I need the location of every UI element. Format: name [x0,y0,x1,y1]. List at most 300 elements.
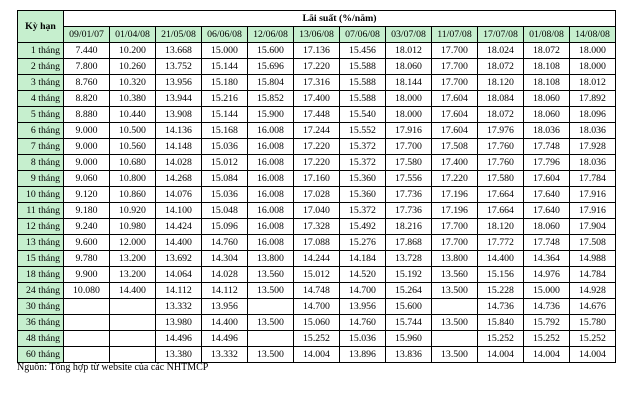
rate-cell [64,315,110,331]
rate-cell: 17.796 [524,155,570,171]
rate-cell: 18.036 [570,155,616,171]
rate-cell: 15.600 [386,299,432,315]
rate-cell: 10.560 [110,139,156,155]
rate-cell: 14.028 [202,267,248,283]
term-cell: 4 tháng [18,91,64,107]
rate-cell: 15.588 [340,59,386,75]
table-row [18,347,616,363]
rate-cell: 13.908 [156,107,202,123]
rate-cell: 17.220 [294,155,340,171]
rate-cell: 15.252 [294,331,340,347]
rate-cell: 13.800 [432,251,478,267]
rate-cell: 15.180 [202,75,248,91]
rate-cell: 10.440 [110,107,156,123]
rate-cell [110,331,156,347]
rate-cell: 17.748 [524,235,570,251]
rate-cell: 15.252 [478,331,524,347]
table-row [18,251,616,267]
rate-cell: 17.196 [432,187,478,203]
rate-cell: 14.748 [294,283,340,299]
date-column-header: 17/07/08 [478,27,524,43]
rate-cell: 18.036 [524,123,570,139]
term-cell: 6 tháng [18,123,64,139]
rate-cell: 14.784 [570,267,616,283]
rate-cell: 18.072 [478,107,524,123]
rate-cell: 15.012 [202,155,248,171]
rate-cell: 17.220 [294,139,340,155]
rate-cell: 9.240 [64,219,110,235]
rate-cell: 14.148 [156,139,202,155]
rate-cell: 15.096 [202,219,248,235]
term-cell: 48 tháng [18,331,64,347]
table-row [18,139,616,155]
rate-cell [110,347,156,363]
term-cell: 13 tháng [18,235,64,251]
rate-cell: 18.060 [524,107,570,123]
rate-cell: 17.580 [478,171,524,187]
rate-cell: 13.200 [110,251,156,267]
date-column-header: 11/07/08 [432,27,478,43]
rate-cell: 15.276 [340,235,386,251]
rate-cell [64,331,110,347]
rate-cell: 15.780 [570,315,616,331]
rate-cell: 14.700 [340,283,386,299]
rate-cell: 14.064 [156,267,202,283]
rate-cell: 18.000 [570,43,616,59]
rate-cell: 14.424 [156,219,202,235]
rate-cell: 17.700 [432,219,478,235]
rate-cell: 15.540 [340,107,386,123]
rate-cell: 17.316 [294,75,340,91]
rate-cell: 7.800 [64,59,110,75]
table-row [18,203,616,219]
rate-cell: 15.168 [202,123,248,139]
table-row [18,59,616,75]
rate-cell: 17.580 [386,155,432,171]
rate-cell: 14.268 [156,171,202,187]
rate-cell: 15.000 [202,43,248,59]
rate-cell: 13.380 [156,347,202,363]
term-cell: 30 tháng [18,299,64,315]
rate-cell: 9.000 [64,155,110,171]
table-body [18,43,616,363]
date-column-header: 01/08/08 [524,27,570,43]
rate-cell: 14.004 [524,347,570,363]
rate-cell: 14.520 [340,267,386,283]
rate-cell [432,331,478,347]
rate-cell: 15.036 [202,187,248,203]
rate-cell: 13.332 [202,347,248,363]
rate-cell: 15.492 [340,219,386,235]
rate-cell: 18.144 [386,75,432,91]
rate-cell: 18.120 [478,219,524,235]
rate-cell: 13.500 [248,315,294,331]
rate-cell: 8.760 [64,75,110,91]
rate-cell: 14.736 [478,299,524,315]
rate-cell: 18.072 [478,59,524,75]
rate-cell: 16.008 [248,139,294,155]
table-row [18,331,616,347]
term-cell: 15 tháng [18,251,64,267]
rate-cell: 18.084 [478,91,524,107]
rate-cell: 13.500 [432,283,478,299]
rate-cell: 14.928 [570,283,616,299]
rate-cell: 15.588 [340,91,386,107]
rate-cell: 14.112 [202,283,248,299]
term-cell: 3 tháng [18,75,64,91]
rate-cell [248,299,294,315]
rate-cell: 17.028 [294,187,340,203]
term-cell: 7 tháng [18,139,64,155]
rate-cell: 15.900 [248,107,294,123]
rate-cell: 13.980 [156,315,202,331]
rate-cell: 15.960 [386,331,432,347]
rate-cell: 17.664 [478,187,524,203]
rate-cell: 16.008 [248,219,294,235]
term-column-header: Kỳ hạn [18,11,64,43]
rate-cell: 13.752 [156,59,202,75]
rate-cell: 17.700 [386,139,432,155]
rate-cell: 13.332 [156,299,202,315]
rate-cell: 13.956 [202,299,248,315]
rate-cell: 15.228 [478,283,524,299]
rate-cell: 13.956 [156,75,202,91]
date-header-row [18,27,616,43]
rate-cell: 14.736 [524,299,570,315]
rate-cell: 15.840 [478,315,524,331]
rate-cell: 14.004 [570,347,616,363]
rate-cell: 13.500 [248,347,294,363]
rate-cell: 14.400 [156,235,202,251]
rate-cell: 13.200 [110,267,156,283]
rate-cell: 15.552 [340,123,386,139]
rate-cell: 10.920 [110,203,156,219]
rate-cell: 15.252 [570,331,616,347]
term-cell: 24 tháng [18,283,64,299]
rate-cell: 18.012 [386,43,432,59]
table-row [18,267,616,283]
rate-cell: 17.508 [570,235,616,251]
rate-cell: 7.440 [64,43,110,59]
term-cell: 1 tháng [18,43,64,59]
table-row [18,91,616,107]
term-cell: 8 tháng [18,155,64,171]
rate-cell: 17.400 [294,91,340,107]
rate-cell: 17.220 [294,59,340,75]
rate-cell: 13.500 [432,315,478,331]
rate-cell: 14.004 [478,347,524,363]
rate-cell: 12.000 [110,235,156,251]
date-column-header: 12/06/08 [248,27,294,43]
rate-cell: 10.680 [110,155,156,171]
rate-cell: 18.060 [386,59,432,75]
rate-cell: 15.588 [340,75,386,91]
table-row [18,219,616,235]
rate-cell: 13.836 [386,347,432,363]
rate-cell: 15.084 [202,171,248,187]
rate-cell: 18.060 [524,91,570,107]
rate-cell: 15.372 [340,155,386,171]
rate-cell: 17.916 [570,203,616,219]
rate-cell: 16.008 [248,235,294,251]
rate-cell: 10.860 [110,187,156,203]
rate-cell: 18.036 [570,123,616,139]
rate-cell [248,331,294,347]
interest-rate-table [17,10,616,363]
rate-cell: 17.244 [294,123,340,139]
rate-cell: 15.144 [202,59,248,75]
rate-cell: 15.372 [340,203,386,219]
rate-cell: 8.880 [64,107,110,123]
rate-cell: 9.120 [64,187,110,203]
rate-cell [110,315,156,331]
term-cell: 10 tháng [18,187,64,203]
rate-cell: 14.304 [202,251,248,267]
rate-cell: 14.700 [294,299,340,315]
rate-cell: 10.200 [110,43,156,59]
rate-cell: 13.500 [432,347,478,363]
rate-cell: 18.108 [524,59,570,75]
rate-cell: 17.040 [294,203,340,219]
rate-cell: 15.216 [202,91,248,107]
rate-cell: 16.008 [248,155,294,171]
rate-cell: 13.500 [248,283,294,299]
table-row [18,171,616,187]
rate-cell: 16.008 [248,171,294,187]
rate-cell: 17.604 [432,91,478,107]
rate-cell: 9.180 [64,203,110,219]
rate-cell: 17.976 [478,123,524,139]
rate-cell: 18.072 [524,43,570,59]
rate-cell: 17.400 [432,155,478,171]
date-column-header: 03/07/08 [386,27,432,43]
rate-cell: 17.760 [478,155,524,171]
rate-cell: 14.244 [294,251,340,267]
date-column-header: 06/06/08 [202,27,248,43]
rate-cell: 10.260 [110,59,156,75]
rate-cell: 9.000 [64,139,110,155]
date-column-header: 07/06/08 [340,27,386,43]
table-row [18,187,616,203]
rate-cell: 9.060 [64,171,110,187]
term-cell: 5 tháng [18,107,64,123]
rate-cell: 14.184 [340,251,386,267]
rate-cell: 15.252 [524,331,570,347]
rate-cell: 9.780 [64,251,110,267]
rate-cell: 9.600 [64,235,110,251]
rate-cell: 17.136 [294,43,340,59]
rate-cell: 14.400 [110,283,156,299]
rate-cell: 8.820 [64,91,110,107]
rate-cell: 15.456 [340,43,386,59]
rate-cell: 15.264 [386,283,432,299]
rate-cell: 15.144 [202,107,248,123]
rate-cell: 18.216 [386,219,432,235]
rate-cell: 18.000 [386,107,432,123]
term-cell: 60 tháng [18,347,64,363]
rate-cell: 15.696 [248,59,294,75]
rate-cell: 17.604 [524,171,570,187]
rate-cell: 14.400 [202,315,248,331]
term-cell: 2 tháng [18,59,64,75]
rate-cell: 14.400 [478,251,524,267]
rate-cell: 15.372 [340,139,386,155]
rate-cell: 15.792 [524,315,570,331]
rate-cell: 10.800 [110,171,156,187]
rate-cell: 17.748 [524,139,570,155]
rate-cell: 15.060 [294,315,340,331]
rate-cell: 15.012 [294,267,340,283]
rate-cell: 17.700 [432,59,478,75]
table-row [18,283,616,299]
rate-cell: 15.192 [386,267,432,283]
rate-cell: 16.008 [248,187,294,203]
rate-cell [64,347,110,363]
term-cell: 12 tháng [18,219,64,235]
rate-cell: 18.096 [570,107,616,123]
term-cell: 36 tháng [18,315,64,331]
rate-cell: 15.804 [248,75,294,91]
rate-cell: 17.604 [432,107,478,123]
rate-cell: 18.120 [478,75,524,91]
term-cell: 18 tháng [18,267,64,283]
rate-cell: 10.980 [110,219,156,235]
rate-cell: 10.080 [64,283,110,299]
rate-cell: 14.760 [202,235,248,251]
rate-cell: 15.600 [248,43,294,59]
rate-cell: 17.160 [294,171,340,187]
rate-cell: 14.976 [524,267,570,283]
date-column-header: 14/08/08 [570,27,616,43]
rate-cell: 14.496 [202,331,248,347]
rate-cell: 13.800 [248,251,294,267]
rate-cell: 17.556 [386,171,432,187]
rate-cell: 17.508 [432,139,478,155]
rate-cell: 17.904 [570,219,616,235]
rate-cell: 14.496 [156,331,202,347]
rate-cell: 14.028 [156,155,202,171]
rate-cell: 15.360 [340,187,386,203]
rate-cell: 17.784 [570,171,616,187]
rate-cell: 15.852 [248,91,294,107]
table-row [18,155,616,171]
date-column-header: 13/06/08 [294,27,340,43]
rate-cell: 17.760 [478,139,524,155]
table-row [18,315,616,331]
rate-cell: 15.048 [202,203,248,219]
rate-cell: 14.112 [156,283,202,299]
rate-cell: 13.560 [248,267,294,283]
rate-cell: 10.320 [110,75,156,91]
table-row [18,299,616,315]
rate-cell [64,299,110,315]
rate-cell: 10.380 [110,91,156,107]
date-column-header: 09/01/07 [64,27,110,43]
rate-cell: 18.000 [570,59,616,75]
rate-cell: 14.100 [156,203,202,219]
rate-cell: 15.036 [202,139,248,155]
rate-cell: 13.560 [432,267,478,283]
rate-cell: 17.916 [386,123,432,139]
rate-cell: 17.220 [432,171,478,187]
table-row [18,235,616,251]
rate-cell: 17.640 [524,203,570,219]
date-column-header: 01/04/08 [110,27,156,43]
term-cell: 9 tháng [18,171,64,187]
rate-cell: 15.000 [524,283,570,299]
rate-cell: 13.692 [156,251,202,267]
rate-cell: 15.360 [340,171,386,187]
rate-cell: 14.004 [294,347,340,363]
rate-cell: 17.604 [432,123,478,139]
interest-rate-table-container [17,10,616,363]
rate-cell: 17.700 [432,75,478,91]
rate-cell: 17.700 [432,43,478,59]
rate-cell: 18.000 [386,91,432,107]
table-row [18,43,616,59]
table-row [18,107,616,123]
date-column-header: 21/05/08 [156,27,202,43]
rate-cell: 15.156 [478,267,524,283]
rate-cell: 14.364 [524,251,570,267]
rate-cell: 14.760 [340,315,386,331]
table-row [18,75,616,91]
source-note: Nguồn: Tổng hợp từ website của các NHTMCP [17,362,209,373]
rate-cell: 16.008 [248,123,294,139]
rate-cell [432,299,478,315]
rate-cell: 17.916 [570,187,616,203]
rate-cell: 17.772 [478,235,524,251]
table-row [18,123,616,139]
rate-cell: 9.900 [64,267,110,283]
table-header-row [18,11,616,27]
rate-cell: 14.676 [570,299,616,315]
rate-cell: 17.736 [386,203,432,219]
term-cell: 11 tháng [18,203,64,219]
rate-cell: 9.000 [64,123,110,139]
rate-cell: 14.988 [570,251,616,267]
rate-cell: 18.012 [570,75,616,91]
rate-cell: 17.736 [386,187,432,203]
rate-cell: 17.700 [432,235,478,251]
rate-cell: 17.664 [478,203,524,219]
rate-cell: 13.668 [156,43,202,59]
rate-cell: 14.076 [156,187,202,203]
rate-cell: 17.928 [570,139,616,155]
rate-cell: 13.728 [386,251,432,267]
interest-rate-header: Lãi suất (%/năm) [64,11,616,27]
rate-cell: 13.896 [340,347,386,363]
rate-cell: 18.060 [524,219,570,235]
rate-cell: 18.108 [524,75,570,91]
rate-cell: 17.196 [432,203,478,219]
rate-cell: 14.136 [156,123,202,139]
rate-cell: 13.944 [156,91,202,107]
rate-cell: 17.868 [386,235,432,251]
rate-cell: 15.744 [386,315,432,331]
rate-cell: 18.024 [478,43,524,59]
rate-cell: 17.088 [294,235,340,251]
rate-cell: 17.892 [570,91,616,107]
rate-cell: 17.328 [294,219,340,235]
rate-cell: 13.956 [340,299,386,315]
rate-cell: 16.008 [248,203,294,219]
rate-cell: 10.500 [110,123,156,139]
rate-cell: 17.640 [524,187,570,203]
rate-cell: 15.036 [340,331,386,347]
rate-cell: 17.448 [294,107,340,123]
rate-cell [110,299,156,315]
